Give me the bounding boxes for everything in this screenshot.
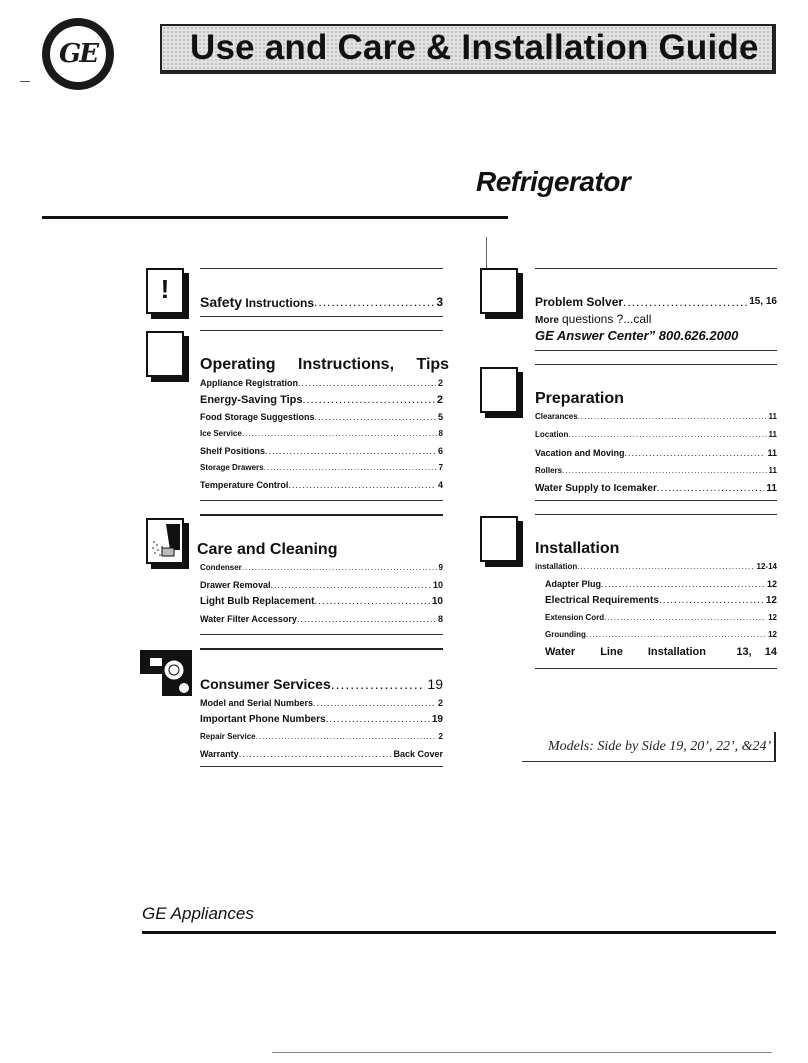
operating-icon [146,331,184,377]
toc-consumer-services[interactable]: Consumer Services ..... 19 [200,675,443,693]
divider [200,500,443,501]
safety-subtitle: Instructions [245,296,315,310]
toc-problem-solver[interactable]: Problem Solver ..... 15, 16 [535,294,777,310]
list-item[interactable]: Location ..... 11 [535,428,777,442]
list-item[interactable]: Model and Serial Numbers ..... 2 [200,696,443,710]
list-item[interactable]: Grounding ..... 12 [535,628,777,642]
list-item[interactable]: Shelf Positions ..... 6 [200,444,443,458]
installation-title: Installation [535,540,620,557]
list-item[interactable]: Adapter Plug ..... 12 [535,577,777,591]
footer-brand: GE Appliances [142,904,254,923]
preparation-icon [480,367,518,413]
list-item[interactable]: Extension Cord ..... 12 [535,611,777,625]
list-item[interactable]: Warranty ..... Back Cover [200,747,443,761]
answer-center: GE Answer Center” 800.626.2000 [535,328,739,343]
title-banner [160,24,776,74]
list-item[interactable]: Water Supply to Icemaker ..... 11 [535,482,777,496]
list-item[interactable]: Storage Drawers ..... 7 [200,461,443,475]
list-item[interactable]: Water Line Installation 13, 14 [545,646,777,658]
list-item[interactable]: Repair Service ..... 2 [200,730,443,744]
toc-safety[interactable] [200,294,443,311]
divider [535,500,777,501]
divider [535,350,777,351]
preparation-list [535,410,777,496]
consumer-list [200,696,443,761]
divider [200,514,443,516]
ge-logo-text: GE [58,39,98,69]
problem-solver-icon [480,268,518,314]
leader-dots [314,294,434,311]
divider [200,268,443,269]
safety-title: Safety [200,294,243,310]
list-item[interactable]: Drawer Removal ..... 10 [200,578,443,592]
models-note: Models: Side by Side 19, 20’, 22’, &24’ [522,732,776,762]
list-item[interactable]: Temperature Control ..... 4 [200,478,443,492]
care-title: Care and Cleaning [197,541,338,558]
list-item[interactable]: Important Phone Numbers ..... 19 [200,713,443,727]
divider [535,668,777,669]
list-item[interactable]: Rollers ..... 11 [535,464,777,478]
more-text: questions ?...call [561,312,652,326]
document-title: Use and Care & Installation Guide [190,28,759,67]
list-item[interactable]: Food Storage Suggestions ..... 5 [200,410,443,424]
more-label: More [535,315,559,326]
preparation-title: Preparation [535,390,624,407]
product-name: Refrigerator [476,166,631,197]
consumer-services-icon [140,650,192,696]
list-item[interactable]: Ice Service ..... 8 [200,427,443,441]
list-item[interactable]: Electrical Requirements ..... 12 [535,594,777,608]
divider [200,330,443,331]
more-questions [535,312,651,326]
divider [200,766,443,767]
footer-rule [142,931,776,934]
bottom-rule [272,1052,772,1053]
divider [535,268,777,269]
header-rule [42,216,508,219]
operating-title [200,356,450,374]
divider [535,364,777,365]
list-item[interactable]: Light Bulb Replacement ..... 10 [200,595,443,609]
divider [535,514,777,515]
list-item[interactable]: Clearances ..... 11 [535,410,777,424]
ge-logo-inner [50,26,106,82]
safety-icon [146,268,184,314]
divider [200,316,443,317]
installation-icon [480,516,518,562]
list-item[interactable]: installation ..... 12-14 [535,560,777,574]
page-number: 3 [436,295,443,309]
care-list [200,561,443,626]
list-item[interactable]: Condenser ..... 9 [200,561,443,575]
list-item[interactable]: Appliance Registration ..... 2 [200,376,443,390]
ge-logo [42,18,114,90]
list-item[interactable]: Water Filter Accessory ..... 8 [200,612,443,626]
divider [200,634,443,635]
list-item[interactable]: Energy-Saving Tips ..... 2 [200,393,443,407]
operating-list [200,376,443,492]
list-item[interactable]: Vacation and Moving ..... 11 [535,446,777,460]
cleaning-icon [146,518,184,564]
operating-title-text: Operating Instructions, Tips [200,356,450,373]
installation-list [535,560,777,659]
divider [200,648,443,650]
logo-mark [20,81,30,82]
exclamation-icon: ! [160,274,170,304]
